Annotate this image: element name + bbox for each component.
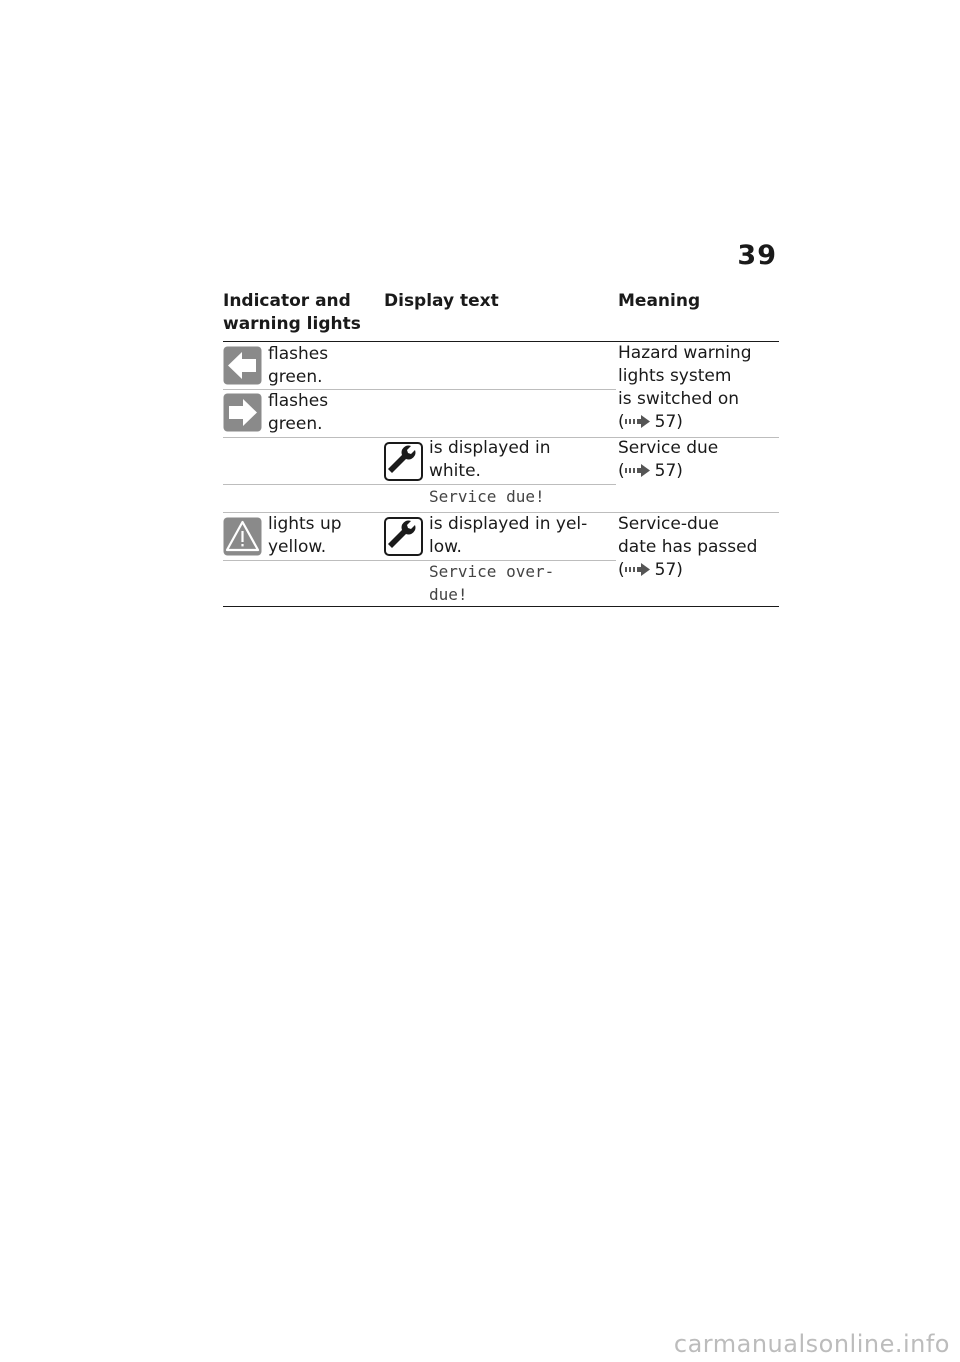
- display-text-line: low.: [429, 537, 462, 557]
- overdue-display-code: [429, 560, 554, 606]
- watermark: carmanualsonline.info: [673, 1330, 950, 1358]
- wrench-icon: [384, 442, 423, 481]
- page-reference-number: 57): [654, 560, 683, 580]
- open-paren: (: [618, 560, 625, 580]
- turn-signal-right-icon: [223, 393, 262, 432]
- indicator-text-line: green.: [268, 414, 323, 434]
- display-text-line: is displayed in: [429, 438, 551, 458]
- page-reference-number: 57): [654, 461, 683, 481]
- overdue-indicator-text: [268, 513, 342, 559]
- page-reference-number: 57): [654, 412, 683, 432]
- display-code-line: Service over-: [429, 562, 555, 581]
- open-paren: (: [618, 412, 625, 432]
- meaning-line: Service due: [618, 438, 719, 458]
- display-text-line: white.: [429, 461, 481, 481]
- meaning-line: is switched on: [618, 389, 740, 409]
- wrench-icon: [384, 517, 423, 556]
- header-display: Display text: [384, 291, 499, 311]
- row-divider: [223, 484, 616, 485]
- meaning-line: lights system: [618, 366, 732, 386]
- indicator-text-line: green.: [268, 367, 323, 387]
- overdue-meaning: [618, 513, 757, 583]
- service-due-display-text: [429, 437, 551, 483]
- turn-signal-left-icon: [223, 346, 262, 385]
- table-bottom-rule: [223, 606, 779, 607]
- page-reference: [618, 411, 752, 435]
- page-reference-arrow-icon: [625, 461, 651, 484]
- meaning-line: date has passed: [618, 537, 758, 557]
- meaning-line: Hazard warning: [618, 343, 752, 363]
- overdue-display-text: [429, 513, 587, 559]
- page-reference-arrow-icon: [625, 560, 651, 583]
- display-text-line: is displayed in yel-: [429, 514, 588, 534]
- warning-triangle-icon: [223, 517, 262, 556]
- page-reference: [618, 559, 757, 583]
- indicator-text-line: flashes: [268, 391, 329, 411]
- header-indicator: [223, 290, 361, 336]
- indicator-text-line: yellow.: [268, 537, 327, 557]
- indicator-text-line: flashes: [268, 344, 329, 364]
- service-due-display-code: Service due!: [429, 487, 545, 506]
- service-due-meaning: [618, 437, 718, 484]
- page-reference: [618, 460, 718, 484]
- row-divider: [223, 560, 616, 561]
- hazard-meaning: [618, 342, 752, 435]
- row-left-indicator-text: [268, 343, 328, 389]
- page-number: 39: [737, 240, 777, 271]
- row-right-indicator-text: [268, 390, 328, 436]
- indicator-text-line: lights up: [268, 514, 342, 534]
- display-code-line: due!: [429, 585, 468, 604]
- header-meaning: Meaning: [618, 291, 701, 311]
- open-paren: (: [618, 461, 625, 481]
- header-indicator-line1: Indicator and: [223, 291, 351, 311]
- page-reference-arrow-icon: [625, 412, 651, 435]
- header-indicator-line2: warning lights: [223, 314, 361, 334]
- meaning-line: Service-due: [618, 514, 719, 534]
